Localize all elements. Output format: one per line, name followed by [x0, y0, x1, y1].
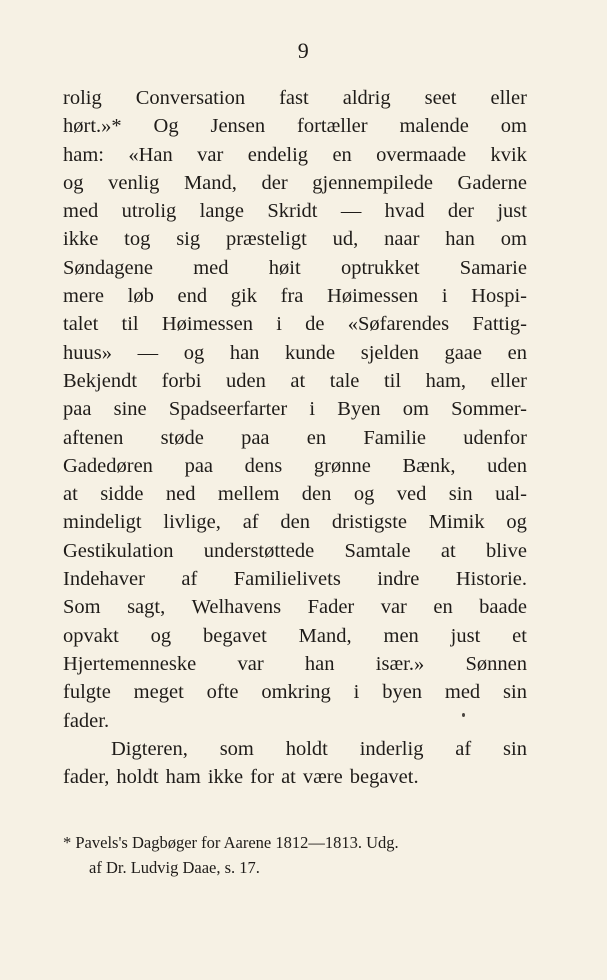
word: Samtale [344, 539, 411, 562]
word: end [177, 285, 208, 308]
word: optrukket [340, 256, 420, 279]
word: sine [113, 398, 147, 421]
footnote-line: * Pavels's Dagbøger for Aarene 1812—1813. Udg. [63, 833, 399, 852]
text-line [63, 735, 527, 763]
word: ved [396, 483, 427, 506]
word: som [219, 737, 254, 760]
word: ikke [63, 228, 99, 251]
word: af [455, 737, 472, 760]
word: Søndagene [63, 256, 153, 279]
word: Bekjendt [63, 369, 138, 392]
text-line [63, 622, 527, 650]
word: seet [424, 87, 457, 109]
word: en [507, 341, 527, 364]
word: om [402, 398, 429, 421]
word: sig [176, 228, 201, 251]
word: være [302, 766, 343, 789]
word: de [305, 313, 325, 336]
word: ham, [425, 369, 467, 392]
word: ikke [207, 766, 244, 789]
text-line [63, 339, 527, 367]
word: Hospi- [471, 285, 527, 308]
word: til [383, 369, 402, 392]
word: meget [133, 681, 184, 704]
word: fast [279, 87, 309, 109]
word: mellem [217, 483, 280, 506]
text-line [63, 678, 527, 706]
word: naar [384, 228, 420, 251]
word: begavet. [349, 766, 419, 789]
page-number: 9 [297, 38, 310, 63]
word: Bænk, [402, 454, 456, 477]
word: Fattig- [472, 313, 527, 336]
text-line [63, 310, 527, 338]
word: grønne [313, 454, 371, 477]
word: Gaderne [457, 171, 527, 194]
word: ham: [63, 143, 104, 166]
word: i [441, 285, 448, 308]
word: paa [241, 426, 270, 449]
word: dens [244, 454, 283, 477]
text-line [63, 452, 527, 480]
word: Conversation [135, 87, 246, 109]
word: hvad [384, 200, 425, 223]
word: udenfor [463, 426, 527, 449]
word: fulgte [63, 681, 111, 704]
text-line [63, 763, 527, 791]
footnote [63, 830, 533, 880]
word: endelig [247, 143, 309, 166]
word: den [280, 511, 311, 534]
word: til [121, 313, 139, 336]
word: at [290, 369, 306, 392]
word: aftenen [63, 426, 124, 449]
word: om [500, 115, 527, 138]
word: en [332, 143, 352, 166]
word: byen [382, 681, 423, 704]
text-line [63, 112, 527, 140]
word: utrolig [121, 200, 177, 223]
word: Som [63, 596, 101, 619]
word: af [181, 568, 198, 591]
word: «Han [128, 143, 173, 166]
word: ham [165, 766, 201, 789]
word: høit [268, 256, 301, 279]
word: gjennempilede [312, 171, 433, 194]
word: ned [165, 483, 196, 506]
word: sin [503, 681, 527, 704]
text-line [63, 565, 527, 593]
word: sjelden [360, 341, 419, 364]
word: kvik [490, 143, 527, 166]
word: Familie [363, 426, 426, 449]
word: huus» [63, 341, 112, 364]
word: eller [490, 369, 527, 392]
word: ual- [495, 483, 527, 506]
word: overmaade [376, 143, 467, 166]
text-line [63, 424, 527, 452]
word: holdt [116, 766, 159, 789]
word: inderlig [359, 737, 424, 760]
word: især.» [375, 652, 425, 675]
word: den [301, 483, 332, 506]
word: sin [448, 483, 473, 506]
word: Jensen [210, 115, 266, 138]
word: ud, [332, 228, 359, 251]
word: sidde [100, 483, 144, 506]
word: omkring [261, 681, 331, 704]
word: opvakt [63, 624, 119, 647]
word: fader, [63, 766, 110, 789]
word: og [150, 624, 172, 647]
word: Spadseerfarter [168, 398, 288, 421]
word: Gestikulation [63, 539, 174, 562]
word: et [512, 624, 527, 647]
text-line [63, 537, 527, 565]
word: med [193, 256, 229, 279]
text-line [63, 650, 527, 678]
text-line [63, 169, 527, 197]
word: uden [487, 454, 527, 477]
word: Gadedøren [63, 454, 153, 477]
word: han [229, 341, 260, 364]
word: Historie. [455, 568, 527, 591]
word: mere [63, 285, 104, 308]
word: med [63, 200, 99, 223]
word: tale [329, 369, 360, 392]
word: aldrig [342, 87, 391, 109]
text-line [63, 508, 527, 536]
word: venlig [108, 171, 160, 194]
word: støde [160, 426, 204, 449]
text-line [63, 197, 527, 225]
word: fader. [63, 709, 110, 732]
word: sagt, [127, 596, 166, 619]
word: han [304, 652, 335, 675]
word: men [383, 624, 419, 647]
word: Sommer- [451, 398, 527, 421]
word: — [137, 341, 159, 364]
word: at [281, 766, 296, 789]
word: gik [230, 285, 257, 308]
word: fortæller [297, 115, 368, 138]
text-line [63, 84, 527, 112]
word: understøttede [203, 539, 315, 562]
word: Digteren, [111, 737, 188, 760]
word: og [183, 341, 205, 364]
word: blive [485, 539, 527, 562]
text-line [63, 593, 527, 621]
word: og [353, 483, 375, 506]
word: af [242, 511, 259, 534]
word: begavet [203, 624, 267, 647]
text-line [63, 367, 527, 395]
word: Indehaver [63, 568, 145, 591]
word: Og [153, 115, 179, 138]
word: Høimessen [327, 285, 419, 308]
word: om [500, 228, 527, 251]
word: tog [124, 228, 151, 251]
word: rolig [63, 87, 102, 109]
word: Mand, [298, 624, 352, 647]
word: i [276, 313, 282, 336]
body-text [63, 84, 527, 791]
text-line [63, 707, 527, 735]
word: paa [184, 454, 214, 477]
text-line [63, 395, 527, 423]
word: og [506, 511, 527, 534]
word: livlige, [163, 511, 221, 534]
print-speck [462, 713, 465, 717]
word: en [433, 596, 453, 619]
word: — [340, 200, 362, 223]
word: der [447, 200, 475, 223]
word: i [309, 398, 316, 421]
word: sin [503, 737, 527, 760]
word: var [380, 596, 407, 619]
word: med [444, 681, 481, 704]
text-line [63, 282, 527, 310]
word: for [250, 766, 275, 789]
word: Samarie [459, 256, 527, 279]
text-line [63, 141, 527, 169]
word: indre [377, 568, 420, 591]
word: kunde [285, 341, 336, 364]
word: just [497, 200, 527, 223]
word: en [306, 426, 327, 449]
word: forbi [161, 369, 202, 392]
text-line [63, 254, 527, 282]
word: malende [399, 115, 469, 138]
word: Fader [307, 596, 355, 619]
word: Skridt [267, 200, 318, 223]
text-line [63, 225, 527, 253]
word: uden [226, 369, 266, 392]
word: talet [63, 313, 99, 336]
word: løb [127, 285, 154, 308]
word: ofte [206, 681, 239, 704]
word: mindeligt [63, 511, 142, 534]
word: Høimessen [161, 313, 253, 336]
word: og [63, 171, 84, 194]
word: hørt.»* [63, 115, 122, 138]
word: just [450, 624, 481, 647]
word: fra [280, 285, 304, 308]
word: Mimik [428, 511, 485, 534]
word: Familielivets [233, 568, 341, 591]
word: baade [479, 596, 527, 619]
word: eller [490, 87, 527, 109]
word: dristigste [331, 511, 407, 534]
word: lange [199, 200, 245, 223]
word: Hjertemenneske [63, 652, 197, 675]
word: at [440, 539, 456, 562]
word: holdt [285, 737, 328, 760]
word: præsteligt [225, 228, 307, 251]
word: gaae [444, 341, 482, 364]
word: i [353, 681, 360, 704]
word: Sønnen [465, 652, 527, 675]
footnote-line: af Dr. Ludvig Daae, s. 17. [89, 858, 260, 877]
word: Mand, [183, 171, 237, 194]
word: der [261, 171, 288, 194]
word: «Søfarendes [347, 313, 450, 336]
word: paa [63, 398, 92, 421]
word: Byen [337, 398, 381, 421]
word: var [197, 143, 224, 166]
text-line [63, 480, 527, 508]
word: han [445, 228, 475, 251]
word: var [237, 652, 264, 675]
word: Welhavens [191, 596, 282, 619]
word: at [63, 483, 78, 506]
